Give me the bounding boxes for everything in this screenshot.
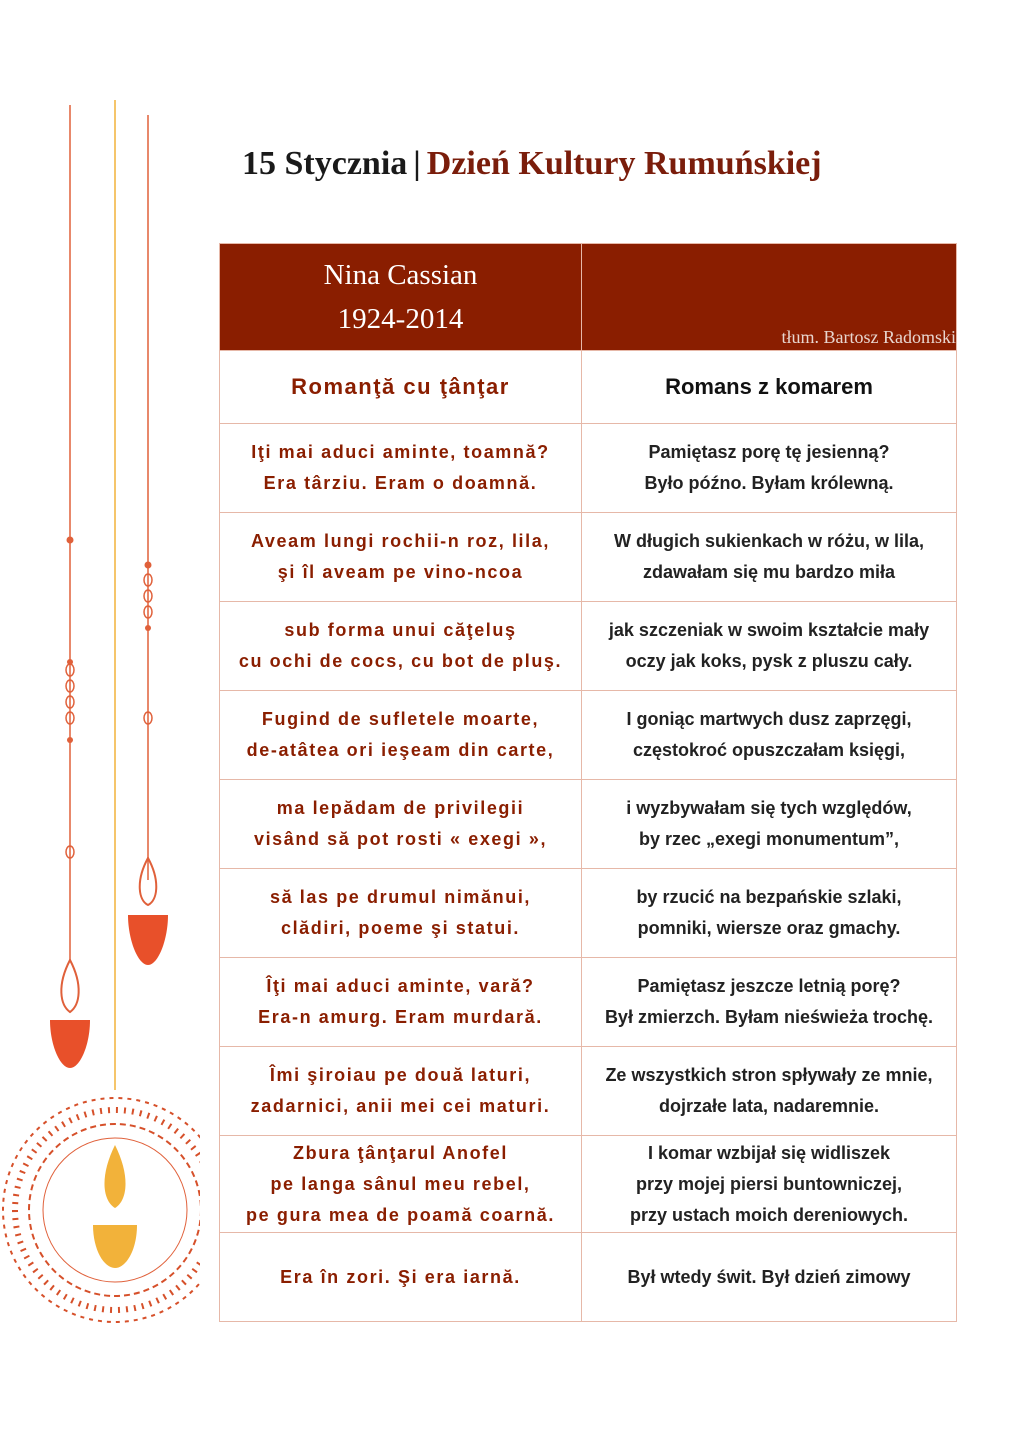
verse-line: pe gura mea de poamă coarnă.: [246, 1204, 555, 1225]
verse-line: pomniki, wiersze oraz gmachy.: [637, 918, 901, 938]
polish-stanza: [582, 1047, 957, 1136]
romanian-title: Romanţă cu ţânţar: [220, 351, 582, 424]
verse-line: częstokroć opuszczałam księgi,: [632, 740, 906, 760]
mandala-ornament: [3, 1098, 200, 1322]
verse-line: zdawałam się mu bardzo miła: [642, 562, 896, 582]
verse-line: dojrzałe lata, nadaremnie.: [658, 1096, 880, 1116]
verse-line: Era târziu. Eram o doamnă.: [263, 473, 538, 493]
heading-separator: |: [413, 145, 421, 182]
verse-line: Był zmierzch. Byłam nieświeża trochę.: [604, 1007, 934, 1027]
verse-line: pe langa sânul meu rebel,: [270, 1173, 531, 1194]
verse-line: przy mojej piersi buntowniczej,: [635, 1173, 903, 1194]
verse-line: by rzec „exegi monumentum”,: [638, 829, 900, 849]
romanian-stanza: [220, 869, 582, 958]
polish-stanza: [582, 691, 957, 780]
polish-stanza: [582, 513, 957, 602]
verse-line: ma lepădam de privilegii: [276, 798, 525, 818]
verse-line: W długich sukienkach w różu, w lila,: [613, 531, 925, 551]
romanian-stanza: [220, 780, 582, 869]
romanian-stanza: [220, 1233, 582, 1322]
stanza-row: [220, 1136, 957, 1233]
verse-line: Był wtedy świt. Był dzień zimowy: [627, 1266, 911, 1287]
polish-stanza: [582, 602, 957, 691]
polish-stanza: [582, 780, 957, 869]
verse-line: jak szczeniak w swoim kształcie mały: [608, 620, 930, 640]
verse-line: Ze wszystkich stron spływały ze mnie,: [605, 1065, 933, 1085]
author-years: 1924-2014: [337, 303, 464, 335]
verse-line: Było późno. Byłam królewną.: [644, 473, 894, 493]
romanian-stanza: [220, 424, 582, 513]
poem-title-row: [220, 351, 957, 424]
verse-line: de-atâtea ori ieşeam din carte,: [246, 740, 555, 760]
verse-line: Iţi mai aduci aminte, toamnă?: [251, 442, 550, 462]
stanza-row: [220, 691, 957, 780]
heading-date: 15 Stycznia: [242, 145, 408, 182]
stanza-row: [220, 602, 957, 691]
verse-line: Fugind de sufletele moarte,: [261, 709, 540, 729]
page-heading: [242, 145, 962, 183]
verse-line: Aveam lungi rochii-n roz, lila,: [251, 531, 550, 551]
verse-line: przy ustach moich dereniowych.: [629, 1204, 909, 1225]
author-cell: [220, 244, 582, 351]
verse-line: Îmi şiroiau pe două laturi,: [269, 1065, 532, 1085]
stanza-row: [220, 513, 957, 602]
verse-line: oczy jak koks, pysk z pluszu cały.: [625, 651, 913, 671]
verse-line: şi îl aveam pe vino-ncoa: [277, 562, 524, 582]
verse-line: Pamiętasz jeszcze letnią porę?: [637, 976, 901, 996]
verse-line: clădiri, poeme şi statui.: [280, 918, 521, 938]
romanian-stanza: [220, 1136, 582, 1233]
polish-stanza: [582, 424, 957, 513]
verse-line: Îţi mai aduci aminte, vară?: [266, 976, 535, 996]
romanian-stanza: [220, 1047, 582, 1136]
heading-title: Dzień Kultury Rumuńskiej: [426, 145, 822, 182]
polish-stanza: [582, 869, 957, 958]
verse-line: Zbura ţânţarul Anofel: [293, 1142, 508, 1163]
stanza-row: [220, 1047, 957, 1136]
verse-line: sub forma unui căţeluş: [284, 620, 517, 640]
stanza-row: [220, 424, 957, 513]
translator-cell: tłum. Bartosz Radomski: [582, 244, 957, 351]
romanian-stanza: [220, 602, 582, 691]
romanian-stanza: [220, 513, 582, 602]
romanian-stanza: [220, 958, 582, 1047]
verse-line: I goniąc martwych dusz zaprzęgi,: [626, 709, 912, 729]
verse-line: Era în zori. Şi era iarnă.: [280, 1266, 521, 1287]
stanza-row: [220, 1233, 957, 1322]
stanza-row: [220, 958, 957, 1047]
polish-stanza: [582, 1233, 957, 1322]
verse-line: să las pe drumul nimănui,: [269, 887, 532, 907]
stanza-row: [220, 780, 957, 869]
verse-line: by rzucić na bezpańskie szlaki,: [636, 887, 902, 907]
verse-line: cu ochi de cocs, cu bot de pluş.: [238, 651, 563, 671]
polish-title: Romans z komarem: [582, 351, 957, 424]
verse-line: visând să pot rosti « exegi »,: [253, 829, 548, 849]
verse-line: zadarnici, anii mei cei maturi.: [250, 1096, 551, 1116]
polish-stanza: [582, 958, 957, 1047]
verse-line: Era-n amurg. Eram murdară.: [258, 1007, 543, 1027]
romanian-stanza: [220, 691, 582, 780]
verse-line: i wyzbywałam się tych względów,: [626, 798, 912, 818]
hanging-lamps-decoration: [0, 0, 200, 1360]
poem-table: [219, 243, 957, 1322]
author-header-row: [220, 244, 957, 351]
verse-line: I komar wzbijał się widliszek: [647, 1142, 891, 1163]
stanza-row: [220, 869, 957, 958]
author-name: Nina Cassian: [323, 259, 478, 291]
verse-line: Pamiętasz porę tę jesienną?: [648, 442, 890, 462]
polish-stanza: [582, 1136, 957, 1233]
